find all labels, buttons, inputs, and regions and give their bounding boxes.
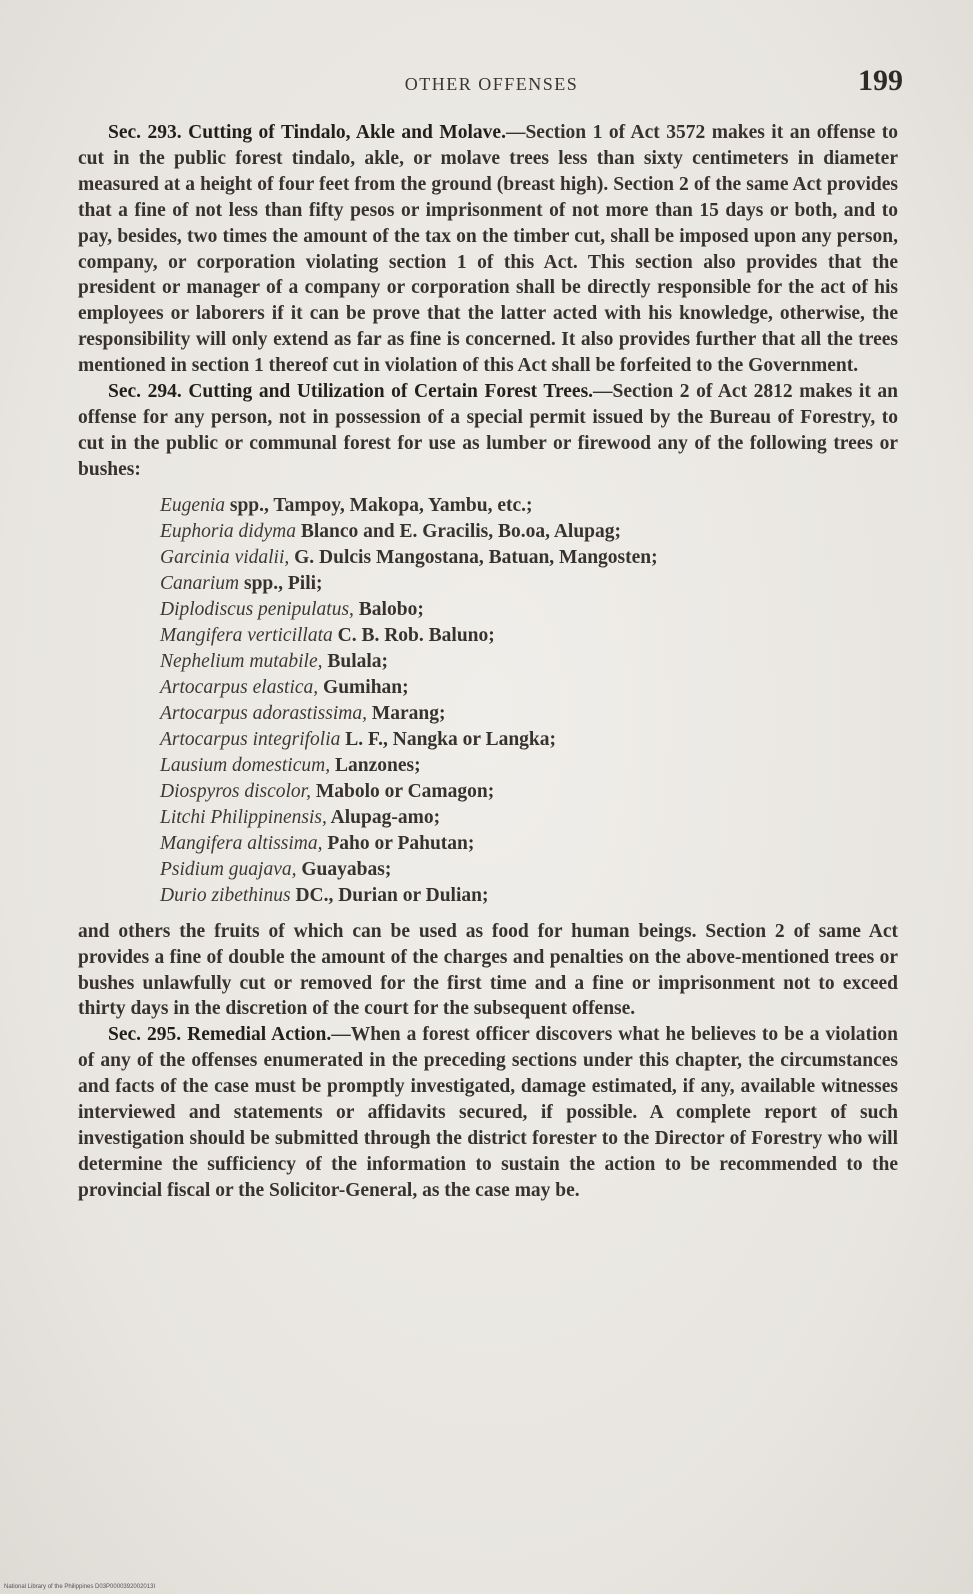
section-293-text: —Section 1 of Act 3572 makes it an offense to cut in the public forest tindalo, akle, or molave trees less than sixty centimeters in diameter measured at a height of four feet from the ground (breast high). Section 2 of the same Act provides that a fine of not less than fifty pesos or imprisonment of not more than 15 days or both, and to pay, besides, two times the amount of the tax on the timber cut, shall be imposed upon any person, company, or corporation violating section 1 of this Act. This section also provides that the president or manager of a company or corporation shall be directly responsible for the act of his employees or laborers if it can be prove that the latter acted with his knowledge, otherwise, the responsibility will only extend as far as fine is concerned. It also provides further that all the trees mentioned in section 1 thereof cut in violation of this Act shall be forfeited to the Government. [78,122,899,377]
running-head [80,64,903,104]
list-item: Diospyros discolor, Mabolo or Camagon; [160,780,495,802]
list-item: Lausium domesticum, Lanzones; [160,754,421,776]
list-item: Euphoria didyma Blanco and E. Gracilis, Bo.oa, Alupag; [160,520,622,542]
section-295-text: —When a forest officer discovers what he believes to be a violation of any of the offenses enumerated in the preceding sections under this chapter, the circumstances and facts of the case must be promptly investigated, damage estimated, if any, available witnesses interviewed and statements or affidavits secured, if possible. A complete report of such investigation should be submitted through the district forester to the Director of Forestry who will determine the sufficiency of the information to sustain the action to be recommended to the provincial fiscal or the Solicitor-General, as the case may be. [78,1024,899,1201]
species-list [160,493,898,909]
list-item: Psidium guajava, Guayabas; [160,858,392,880]
page-number: 199 [858,64,903,97]
list-item: Artocarpus integrifolia L. F., Nangka or Langka; [160,728,557,750]
section-293 [78,120,898,379]
list-item: Diplodiscus penipulatus, Balobo; [160,598,424,620]
section-295-heading: Sec. 295. Remedial Action. [108,1024,332,1046]
section-294-heading: Sec. 294. Cutting and Utilization of Certain Forest Trees. [108,381,594,403]
section-293-heading: Sec. 293. Cutting of Tindalo, Akle and Molave. [108,122,506,143]
list-item: Eugenia spp., Tampoy, Makopa, Yambu, etc.; [160,494,533,516]
section-294 [78,379,898,483]
section-294-text: —Section 2 of Act 2812 makes it an offense for any person, not in possession of a special permit issued by the Bureau of Forestry, to cut in the public or communal forest for use as lumber or firewood any of the following trees or bushes: [78,381,898,480]
section-295 [78,1022,898,1203]
list-item: Artocarpus elastica, Gumihan; [160,676,409,698]
body-text [78,120,898,1204]
list-item: Litchi Philippinensis, Alupag-amo; [160,806,441,828]
list-item: Nephelium mutabile, Bulala; [160,650,389,672]
list-item: Garcinia vidalii, G. Dulcis Mangostana, Batuan, Mangosten; [160,546,658,568]
list-item: Artocarpus adorastissima, Marang; [160,702,446,724]
list-item: Mangifera verticillata C. B. Rob. Baluno; [160,624,495,646]
running-title: OTHER OFFENSES [404,74,579,94]
list-item: Mangifera altissima, Paho or Pahutan; [160,832,475,854]
scan-footer-note: National Library of the Philippines D03P0000392002013I [4,1584,156,1590]
list-item: Durio zibethinus DC., Durian or Dulian; [160,884,489,906]
section-294-continuation: and others the fruits of which can be used as food for human beings. Section 2 of same Act provides a fine of double the amount of the charges and penalties on the above-mentioned trees or bushes unlawfully cut or removed for the first time and a fine or imprisonment not to exceed thirty days in the discretion of the court for the subsequent offense. [78,920,898,1020]
list-item: Canarium spp., Pili; [160,572,323,594]
